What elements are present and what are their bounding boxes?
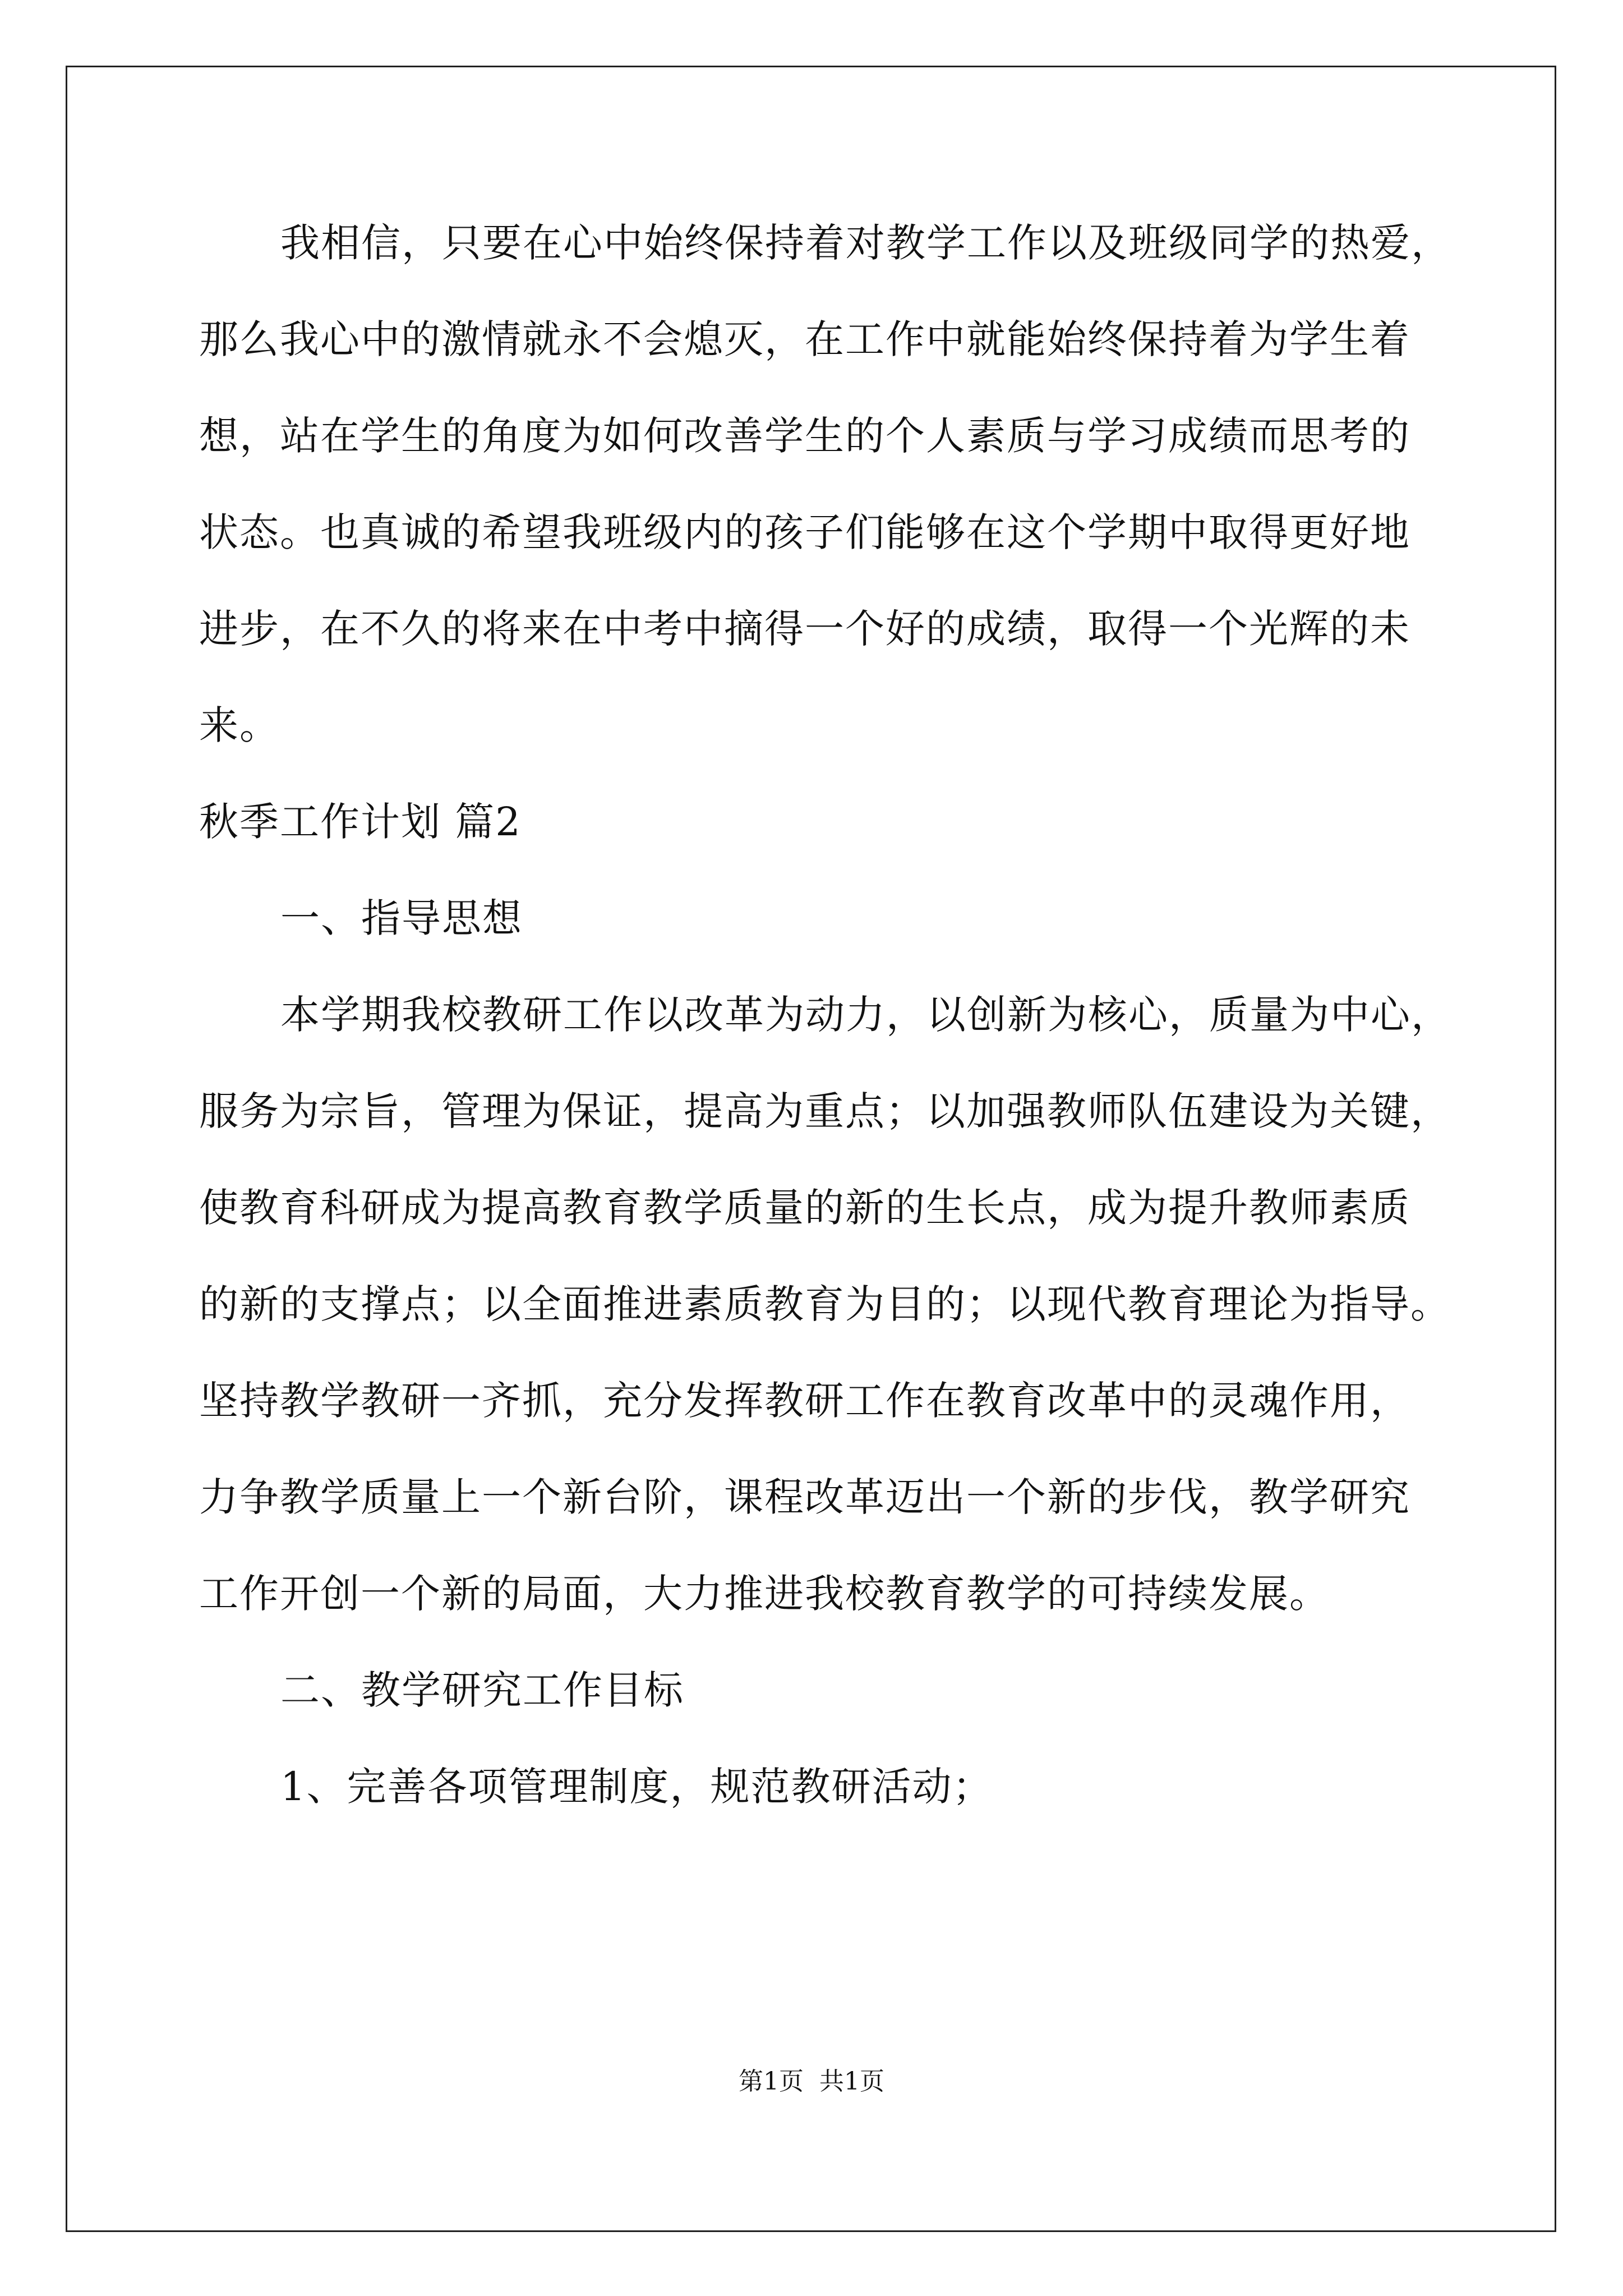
section-heading: 二、教学研究工作目标 <box>280 1667 684 1713</box>
paragraph-line: 来。 <box>199 702 280 748</box>
paragraph-line: 想，站在学生的角度为如何改善学生的个人素质与学习成绩而思考的 <box>199 413 1410 459</box>
page-number-footer: 第1页 共1页 <box>739 2067 884 2096</box>
paragraph-line: 本学期我校教研工作以改革为动力，以创新为核心，质量为中心， <box>280 992 1451 1038</box>
list-item: 1、完善各项管理制度，规范教研活动； <box>280 1764 993 1810</box>
paragraph-line: 那么我心中的激情就永不会熄灭，在工作中就能始终保持着为学生着 <box>199 316 1410 362</box>
paragraph-line: 状态。也真诚的希望我班级内的孩子们能够在这个学期中取得更好地 <box>199 509 1410 555</box>
page-border <box>66 66 1556 2232</box>
paragraph-line: 坚持教学教研一齐抓，充分发挥教研工作在教育改革中的灵魂作用， <box>199 1378 1410 1424</box>
paragraph-line: 使教育科研成为提高教育教学质量的新的生长点，成为提升教师素质 <box>199 1185 1410 1231</box>
paragraph-line: 我相信，只要在心中始终保持着对教学工作以及班级同学的热爱， <box>280 220 1451 266</box>
section-heading: 一、指导思想 <box>280 895 523 941</box>
paragraph-line: 服务为宗旨，管理为保证，提高为重点；以加强教师队伍建设为关键， <box>199 1088 1451 1134</box>
paragraph-line: 的新的支撑点；以全面推进素质教育为目的；以现代教育理论为指导。 <box>199 1281 1451 1327</box>
section-title: 秋季工作计划 篇2 <box>199 799 522 845</box>
paragraph-line: 进步，在不久的将来在中考中摘得一个好的成绩，取得一个光辉的未 <box>199 606 1410 652</box>
paragraph-line: 工作开创一个新的局面，大力推进我校教育教学的可持续发展。 <box>199 1571 1330 1617</box>
paragraph-line: 力争教学质量上一个新台阶，课程改革迈出一个新的步伐，教学研究 <box>199 1474 1410 1520</box>
